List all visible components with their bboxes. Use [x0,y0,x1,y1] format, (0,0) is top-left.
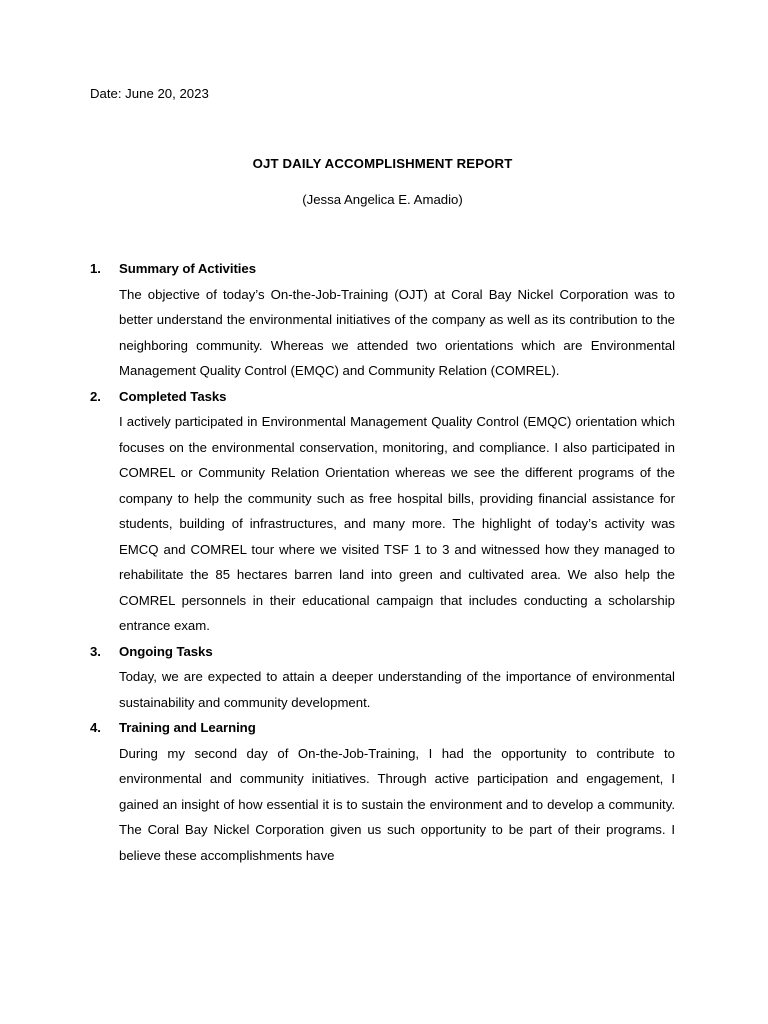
section-ongoing-tasks [90,639,675,716]
document-author: (Jessa Angelica E. Amadio) [302,192,463,207]
section-training-and-learning [90,715,675,868]
document-body [90,256,675,868]
section-heading: Training and Learning [119,720,256,735]
document-title: OJT DAILY ACCOMPLISHMENT REPORT [252,156,513,171]
section-completed-tasks [90,384,675,639]
section-paragraph: During my second day of On-the-Job-Training, I had the opportunity to contribute to environmental and community initiatives. Through active participation and engagement, I gained an insight of how essential it is to sustain the environment and to develop a community. The Coral Bay Nickel Corporation given us such opportunity to be part of their programs. I believe these accomplishments have [119,745,675,863]
section-heading: Summary of Activities [119,261,256,276]
section-paragraph: The objective of today’s On-the-Job-Training (OJT) at Coral Bay Nickel Corporation was to better understand the environmental initiatives of the company as well as its contribution to the neighboring community. Whereas we attended two orientations which are Environmental Management Quality Control (EMQC) and Community Relation (COMREL). [119,286,675,378]
section-paragraph: I actively participated in Environmental Management Quality Control (EMQC) orientation which focuses on the environmental conservation, monitoring, and compliance. I also participated in COMREL or Community Relation Orientation whereas we see the different programs of the company to help the community such as free hospital bills, providing financial assistance for students, building of infrastructures, and many more. The highlight of today’s activity was EMCQ and COMREL tour where we visited TSF 1 to 3 and witnessed how they managed to rehabilitate the 85 hectares barren land into green and cultivated area. We also help the COMREL personnels in their educational campaign that includes conducting a scholarship entrance exam. [119,414,675,633]
section-list [90,256,675,868]
section-paragraph: Today, we are expected to attain a deeper understanding of the importance of environmental sustainability and community development. [119,669,675,710]
section-summary-of-activities [90,256,675,384]
document-date: Date: June 20, 2023 [90,86,209,101]
section-heading: Completed Tasks [119,388,227,404]
section-heading: Ongoing Tasks [119,643,213,659]
